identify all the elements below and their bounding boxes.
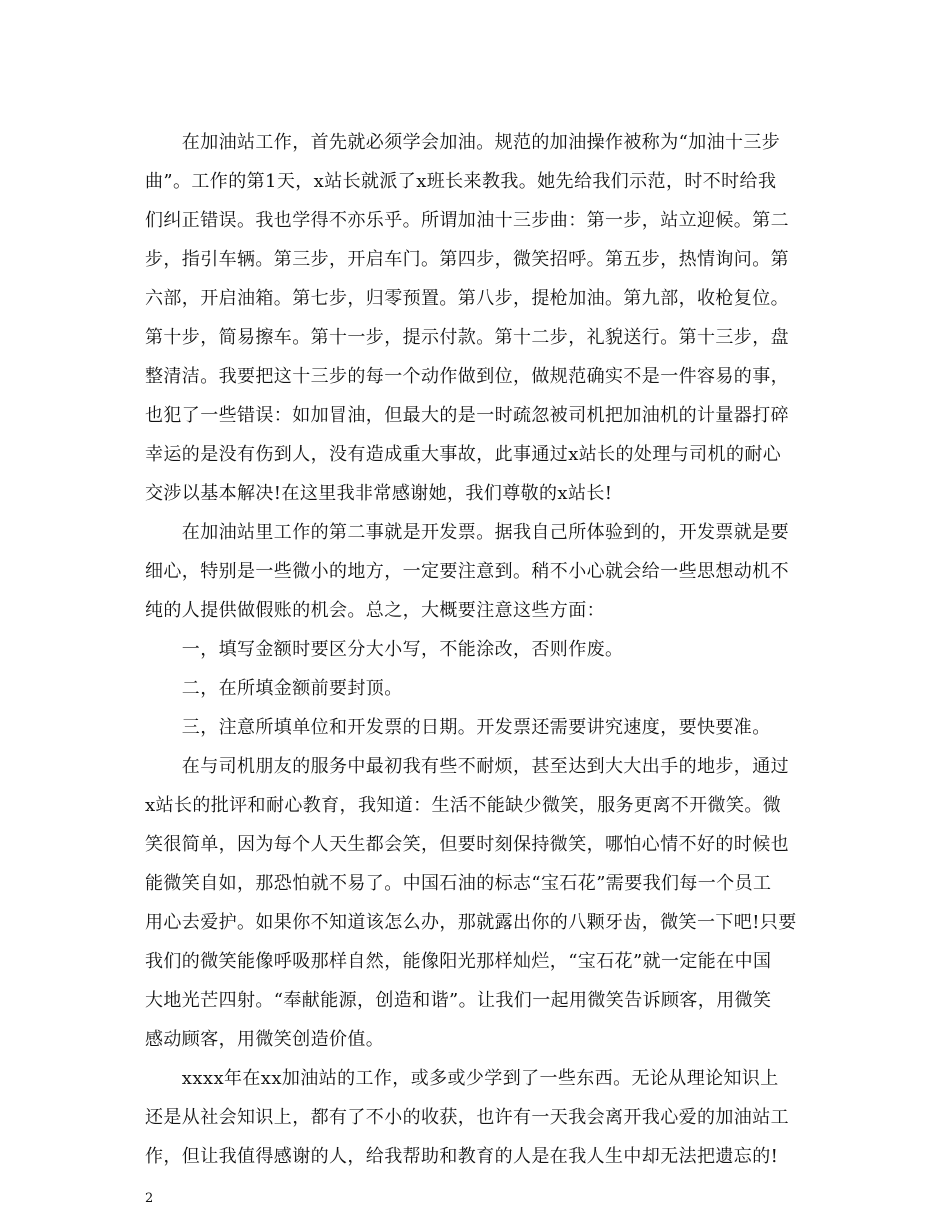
text-line: 纯的人提供做假账的机会。总之，大概要注意这些方面： [145, 600, 605, 621]
text-line: 们纠正错误。我也学得不亦乐乎。所谓加油十三步曲：第一步，站立迎候。第二 [145, 210, 789, 231]
text-line: 细心，特别是一些微小的地方，一定要注意到。稍不小心就会给一些思想动机不 [145, 561, 789, 582]
text-line: 二，在所填金额前要封顶。 [145, 678, 403, 699]
text-line: 还是从社会知识上，都有了不小的收获，也许有一天我会离开我心爱的加油站工 [145, 1107, 789, 1128]
text-line: 六部，开启油箱。第七步，归零预置。第八步，提枪加油。第九部，收枪复位。 [145, 288, 789, 309]
text-line: 步，指引车辆。第三步，开启车门。第四步，微笑招呼。第五步，热情询问。第 [145, 249, 789, 270]
text-line: 作，但让我值得感谢的人，给我帮助和教育的人是在我人生中却无法把遗忘的! [145, 1146, 779, 1167]
text-line: x站长的批评和耐心教育，我知道：生活不能缺少微笑，服务更离不开微笑。微 [145, 795, 782, 816]
text-line: 在加油站里工作的第二事就是开发票。据我自己所体验到的，开发票就是要 [145, 522, 789, 543]
text-line: xxxx年在xx加油站的工作，或多或少学到了一些东西。无论从理论知识上 [145, 1068, 779, 1089]
text-line: 笑很简单，因为每个人天生都会笑，但要时刻保持微笑，哪怕心情不好的时候也 [145, 834, 789, 855]
text-line: 也犯了一些错误：如加冒油，但最大的是一时疏忽被司机把加油机的计量器打碎 [145, 405, 789, 426]
text-line: 交涉以基本解决!在这里我非常感谢她，我们尊敬的x站长! [145, 483, 613, 504]
text-line: 第十步，简易擦车。第十一步，提示付款。第十二步，礼貌送行。第十三步，盘 [145, 327, 789, 348]
text-line: 感动顾客，用微笑创造价值。 [145, 1029, 385, 1050]
text-line: 能微笑自如，那恐怕就不易了。中国石油的标志“宝石花”需要我们每一个员工 [145, 873, 772, 894]
text-line: 幸运的是没有伤到人，没有造成重大事故，此事通过x站长的处理与司机的耐心 [145, 444, 782, 465]
page-number: 2 [145, 1191, 154, 1206]
text-line: 我们的微笑能像呼吸那样自然，能像阳光那样灿烂，“宝石花”就一定能在中国 [145, 951, 772, 972]
text-line: 三，注意所填单位和开发票的日期。开发票还需要讲究速度，要快要准。 [145, 717, 771, 738]
text-line: 用心去爱护。如果你不知道该怎么办，那就露出你的八颗牙齿，微笑一下吧!只要 [145, 912, 797, 933]
text-line: 曲”。工作的第1天，x站长就派了x班长来教我。她先给我们示范，时不时给我 [145, 171, 777, 192]
text-line: 在与司机朋友的服务中最初我有些不耐烦，甚至达到大大出手的地步，通过 [145, 756, 789, 777]
text-line: 在加油站工作，首先就必须学会加油。规范的加油操作被称为“加油十三步 [145, 132, 781, 153]
text-line: 整清洁。我要把这十三步的每一个动作做到位，做规范确实不是一件容易的事， [145, 366, 789, 387]
text-line: 一，填写金额时要区分大小写，不能涂改，否则作废。 [145, 639, 624, 660]
text-line: 大地光芒四射。“奉献能源，创造和谐”。让我们一起用微笑告诉顾客，用微笑 [145, 990, 772, 1011]
